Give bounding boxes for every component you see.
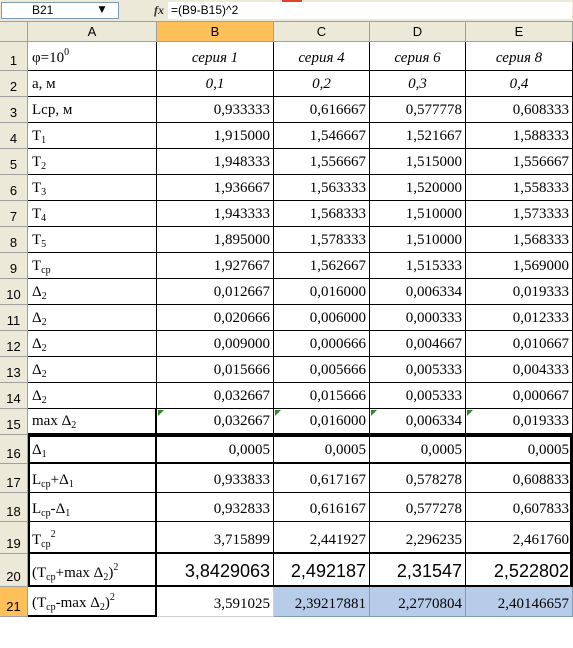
cell-value: 0,616167 bbox=[309, 501, 366, 517]
row-label-sub2: 2 bbox=[99, 602, 105, 613]
name-box-dropdown-icon[interactable]: ▼ bbox=[98, 5, 106, 15]
cell-c18[interactable] bbox=[274, 493, 370, 522]
cell-value: 1,568333 bbox=[309, 206, 366, 222]
row-label-sup: 2 bbox=[109, 592, 115, 603]
error-indicator-icon[interactable] bbox=[371, 410, 377, 416]
cell-d11[interactable] bbox=[370, 305, 466, 331]
row-label bbox=[32, 180, 46, 197]
cell-d4[interactable] bbox=[370, 123, 466, 149]
row-header-17[interactable]: 17 bbox=[0, 464, 28, 493]
row-label-main: (T bbox=[32, 595, 47, 611]
row-header-4[interactable]: 4 bbox=[0, 123, 28, 149]
cell-b10[interactable] bbox=[157, 279, 274, 305]
cell-b11[interactable] bbox=[157, 305, 274, 331]
cell-e6[interactable] bbox=[466, 175, 573, 201]
row-header-15[interactable]: 15 bbox=[0, 409, 28, 435]
cell-d10[interactable] bbox=[370, 279, 466, 305]
cell-value: 0,019333 bbox=[512, 284, 569, 300]
cell-e20[interactable] bbox=[466, 554, 573, 587]
row-header-21[interactable]: 21 bbox=[0, 587, 28, 617]
row-header-10[interactable]: 10 bbox=[0, 279, 28, 305]
cell-a20[interactable] bbox=[28, 554, 157, 587]
row-label-sub: 1 bbox=[41, 449, 47, 460]
row-header-13[interactable]: 13 bbox=[0, 357, 28, 383]
cell-d18[interactable] bbox=[370, 493, 466, 522]
cell-e1[interactable] bbox=[466, 42, 573, 71]
cell-value: 0,0005 bbox=[420, 442, 462, 458]
row-label bbox=[32, 362, 47, 379]
row-header-14[interactable]: 14 bbox=[0, 383, 28, 409]
cell-value: 0,0005 bbox=[527, 442, 569, 458]
cell-b17[interactable] bbox=[157, 464, 274, 493]
cell-value: 2,296235 bbox=[405, 532, 462, 548]
cell-d19[interactable] bbox=[370, 522, 466, 554]
cell-value: 0,0005 bbox=[324, 442, 366, 458]
cell-d1[interactable] bbox=[370, 42, 466, 71]
cell-d12[interactable] bbox=[370, 331, 466, 357]
row-label-main: T bbox=[32, 180, 42, 196]
cell-a17[interactable] bbox=[28, 464, 157, 493]
cell-c1[interactable] bbox=[274, 42, 370, 71]
cell-a8[interactable] bbox=[28, 227, 157, 253]
row-label-sub: ср bbox=[46, 602, 56, 613]
cell-value: 0,0005 bbox=[228, 442, 270, 458]
row-label bbox=[32, 284, 47, 301]
cell-e2[interactable] bbox=[466, 71, 573, 97]
row-label-sub2: 1 bbox=[68, 479, 74, 490]
cell-value: 1,515333 bbox=[405, 258, 462, 274]
cell-value: 0,000333 bbox=[405, 310, 462, 326]
cell-value: 1,915000 bbox=[213, 128, 270, 144]
cell-b6[interactable] bbox=[157, 175, 274, 201]
cell-c5[interactable] bbox=[274, 149, 370, 175]
cell-value: 1,510000 bbox=[405, 232, 462, 248]
cell-value: 3,8429063 bbox=[184, 561, 270, 581]
row-label-main: max Δ bbox=[32, 413, 72, 429]
cell-value: 2,2770804 bbox=[398, 596, 462, 612]
row-label-sub: ср bbox=[41, 508, 51, 519]
cell-c14[interactable] bbox=[274, 383, 370, 409]
cell-value: 0,006334 bbox=[405, 413, 462, 429]
cell-b15[interactable] bbox=[157, 409, 274, 435]
cell-value: 0,019333 bbox=[512, 413, 569, 429]
cell-a4[interactable] bbox=[28, 123, 157, 149]
row-label bbox=[32, 529, 56, 550]
row-label-main: Δ bbox=[32, 284, 42, 300]
cell-value: 1,556667 bbox=[309, 154, 366, 170]
row-label-sub: 2 bbox=[71, 420, 77, 431]
row-label-main: Lср, м bbox=[32, 102, 73, 118]
row-label bbox=[32, 592, 115, 613]
row-header-9[interactable]: 9 bbox=[0, 253, 28, 279]
row-label bbox=[32, 472, 74, 489]
cell-value: 2,31547 bbox=[396, 561, 462, 581]
row-label-sup: 2 bbox=[113, 562, 119, 573]
cell-value: 1,578333 bbox=[309, 232, 366, 248]
row-label-main: T bbox=[32, 232, 42, 248]
row-label-sub: 4 bbox=[41, 213, 47, 224]
cell-b9[interactable] bbox=[157, 253, 274, 279]
row-label-main: (T bbox=[32, 565, 47, 581]
row-label bbox=[32, 388, 47, 405]
cell-value: 1,927667 bbox=[213, 258, 270, 274]
row-header-6[interactable]: 6 bbox=[0, 175, 28, 201]
cell-value: 0,010667 bbox=[512, 336, 569, 352]
row-label-main: φ=10 bbox=[32, 50, 65, 66]
cell-e18[interactable] bbox=[466, 493, 573, 522]
row-label bbox=[32, 336, 47, 353]
cell-value: 1,588333 bbox=[512, 128, 569, 144]
cell-value: 0,000667 bbox=[512, 388, 569, 404]
cell-value: 3,591025 bbox=[213, 596, 270, 612]
cell-value: серия 1 bbox=[191, 50, 239, 66]
cell-value: 1,515000 bbox=[405, 154, 462, 170]
select-all-corner[interactable] bbox=[0, 22, 28, 42]
cell-value: 2,40146657 bbox=[497, 596, 569, 612]
cell-value: 0,932833 bbox=[213, 501, 270, 517]
cell-value: 0,577778 bbox=[405, 102, 462, 118]
row-label-main: Δ bbox=[32, 442, 42, 458]
cell-a16[interactable] bbox=[28, 435, 157, 464]
cell-c9[interactable] bbox=[274, 253, 370, 279]
cell-d6[interactable] bbox=[370, 175, 466, 201]
cell-b1[interactable] bbox=[157, 42, 274, 71]
cell-value: 0,933833 bbox=[213, 472, 270, 488]
cell-value: 0,933333 bbox=[213, 102, 270, 118]
cell-value: 0,005333 bbox=[405, 388, 462, 404]
row-label-main: T bbox=[32, 532, 42, 548]
row-label bbox=[32, 76, 56, 93]
cell-a11[interactable] bbox=[28, 305, 157, 331]
row-label bbox=[32, 154, 46, 171]
cell-c13[interactable] bbox=[274, 357, 370, 383]
cell-b16[interactable] bbox=[157, 435, 274, 464]
cell-a5[interactable] bbox=[28, 149, 157, 175]
cell-a9[interactable] bbox=[28, 253, 157, 279]
cell-value: 1,510000 bbox=[405, 206, 462, 222]
cell-value: 1,558333 bbox=[512, 180, 569, 196]
cell-value: 2,492187 bbox=[290, 561, 366, 581]
row-label-tail: -max Δ bbox=[55, 595, 100, 611]
row-header-8[interactable]: 8 bbox=[0, 227, 28, 253]
error-indicator-icon[interactable] bbox=[158, 410, 164, 416]
cell-value: серия 6 bbox=[394, 50, 441, 66]
cell-d8[interactable] bbox=[370, 227, 466, 253]
cell-value: 0,009000 bbox=[213, 336, 270, 352]
cell-value: 0,016000 bbox=[309, 413, 366, 429]
cell-c12[interactable] bbox=[274, 331, 370, 357]
row-label-close: ) bbox=[104, 595, 110, 611]
row-header-19[interactable]: 19 bbox=[0, 522, 28, 554]
cell-b5[interactable] bbox=[157, 149, 274, 175]
row-header-11[interactable]: 11 bbox=[0, 305, 28, 331]
row-label-sub: ср bbox=[41, 265, 51, 276]
cell-value: 0,006334 bbox=[405, 284, 462, 300]
row-header-1[interactable]: 1 bbox=[0, 42, 28, 71]
cell-value: 0,006000 bbox=[309, 310, 366, 326]
cell-b8[interactable] bbox=[157, 227, 274, 253]
row-label-main: Δ bbox=[32, 388, 42, 404]
cell-a18[interactable] bbox=[28, 493, 157, 522]
cell-d2[interactable] bbox=[370, 71, 466, 97]
cell-c10[interactable] bbox=[274, 279, 370, 305]
row-label-sub: 2 bbox=[41, 291, 47, 302]
cell-e4[interactable] bbox=[466, 123, 573, 149]
cell-value: 0,020666 bbox=[213, 310, 270, 326]
cell-c7[interactable] bbox=[274, 201, 370, 227]
cell-b12[interactable] bbox=[157, 331, 274, 357]
cell-a12[interactable] bbox=[28, 331, 157, 357]
row-header-20[interactable]: 20 bbox=[0, 554, 28, 587]
row-label-sub: 2 bbox=[41, 161, 47, 172]
cell-value: 0,016000 bbox=[309, 284, 366, 300]
cell-value: 2,39217881 bbox=[294, 596, 366, 612]
cell-value: 0,608833 bbox=[512, 472, 569, 488]
cell-value: 0,577278 bbox=[405, 501, 462, 517]
cell-value: 1,948333 bbox=[213, 154, 270, 170]
cell-value: 1,936667 bbox=[213, 180, 270, 196]
cell-c6[interactable] bbox=[274, 175, 370, 201]
cell-b14[interactable] bbox=[157, 383, 274, 409]
cell-c8[interactable] bbox=[274, 227, 370, 253]
cell-value: серия 4 bbox=[298, 50, 345, 66]
row-label-tail: +Δ bbox=[50, 472, 69, 488]
row-label-sub: ср bbox=[41, 479, 51, 490]
row-label-sub: 1 bbox=[41, 135, 47, 146]
row-label-main: T bbox=[32, 206, 42, 222]
cell-value: серия 8 bbox=[495, 50, 543, 66]
row-label-sup: 0 bbox=[64, 47, 70, 58]
row-label-sub: ср bbox=[46, 572, 56, 583]
cell-value: 0,617167 bbox=[309, 472, 366, 488]
cell-c11[interactable] bbox=[274, 305, 370, 331]
row-label-main: L bbox=[32, 472, 42, 488]
cell-d17[interactable] bbox=[370, 464, 466, 493]
cell-value: 1,943333 bbox=[213, 206, 270, 222]
row-header-18[interactable]: 18 bbox=[0, 493, 28, 522]
cell-b4[interactable] bbox=[157, 123, 274, 149]
row-header-7[interactable]: 7 bbox=[0, 201, 28, 227]
cell-a7[interactable] bbox=[28, 201, 157, 227]
cell-e10[interactable] bbox=[466, 279, 573, 305]
cell-d3[interactable] bbox=[370, 97, 466, 123]
formula-bar bbox=[0, 0, 573, 22]
cell-b18[interactable] bbox=[157, 493, 274, 522]
cell-value: 1,556667 bbox=[512, 154, 569, 170]
row-label-tail: -Δ bbox=[50, 501, 66, 517]
cell-value: 0,000666 bbox=[309, 336, 366, 352]
row-label bbox=[32, 310, 47, 327]
cell-d14[interactable] bbox=[370, 383, 466, 409]
column-header-c[interactable]: C bbox=[274, 22, 370, 42]
row-header-2[interactable]: 2 bbox=[0, 71, 28, 97]
row-label-sub: 5 bbox=[41, 239, 47, 250]
cell-value: 0,608333 bbox=[512, 102, 569, 118]
cell-value: 0,616667 bbox=[309, 102, 366, 118]
cell-c20[interactable] bbox=[274, 554, 370, 587]
row-label-sub: 2 bbox=[41, 395, 47, 406]
cell-d16[interactable] bbox=[370, 435, 466, 464]
cell-e16[interactable] bbox=[466, 435, 573, 464]
cell-value: 0,012333 bbox=[512, 310, 569, 326]
cell-c3[interactable] bbox=[274, 97, 370, 123]
cell-e13[interactable] bbox=[466, 357, 573, 383]
row-label-sub: 3 bbox=[41, 187, 47, 198]
cell-value: 0,4 bbox=[509, 76, 529, 92]
row-label-sub: 2 bbox=[41, 369, 47, 380]
column-header-b[interactable]: B bbox=[157, 22, 274, 42]
cell-c16[interactable] bbox=[274, 435, 370, 464]
cell-value: 0,005666 bbox=[309, 362, 366, 378]
cell-b7[interactable] bbox=[157, 201, 274, 227]
cell-value: 0,004667 bbox=[405, 336, 462, 352]
cell-value: 1,520000 bbox=[405, 180, 462, 196]
row-header-12[interactable]: 12 bbox=[0, 331, 28, 357]
cell-e12[interactable] bbox=[466, 331, 573, 357]
formula-input[interactable]: =(B9-B15)^2 bbox=[168, 2, 572, 19]
cell-e15[interactable] bbox=[466, 409, 573, 435]
row-label-sub2: 2 bbox=[103, 572, 109, 583]
row-label-main: T bbox=[32, 154, 42, 170]
name-box-value: B21 bbox=[32, 3, 54, 17]
cell-value: 0,004333 bbox=[512, 362, 569, 378]
cell-value: 1,569000 bbox=[512, 258, 569, 274]
cell-e21[interactable] bbox=[466, 587, 573, 617]
row-label-sup: 2 bbox=[50, 529, 56, 540]
row-label bbox=[32, 47, 70, 67]
cell-e8[interactable] bbox=[466, 227, 573, 253]
cell-a21[interactable] bbox=[28, 587, 157, 617]
row-label bbox=[32, 128, 46, 145]
cell-value: 1,573333 bbox=[512, 206, 569, 222]
row-label-main: Δ bbox=[32, 362, 42, 378]
cell-a15[interactable] bbox=[28, 409, 157, 435]
row-label-tail: +max Δ bbox=[55, 565, 104, 581]
row-label-main: L bbox=[32, 501, 42, 517]
row-label-sub: 2 bbox=[41, 343, 47, 354]
cell-e19[interactable] bbox=[466, 522, 573, 554]
cell-value: 2,461760 bbox=[512, 532, 569, 548]
cell-a14[interactable] bbox=[28, 383, 157, 409]
cell-d21[interactable] bbox=[370, 587, 466, 617]
row-label bbox=[32, 413, 76, 430]
cell-value: 0,015666 bbox=[213, 362, 270, 378]
cell-a10[interactable] bbox=[28, 279, 157, 305]
cell-value: 0,2 bbox=[312, 76, 331, 92]
error-indicator-icon[interactable] bbox=[275, 410, 281, 416]
cell-e14[interactable] bbox=[466, 383, 573, 409]
cell-value: 1,895000 bbox=[213, 232, 270, 248]
cell-c19[interactable] bbox=[274, 522, 370, 554]
cell-d13[interactable] bbox=[370, 357, 466, 383]
row-label bbox=[32, 232, 46, 249]
row-label bbox=[32, 501, 70, 518]
cell-value: 1,521667 bbox=[405, 128, 462, 144]
cell-e17[interactable] bbox=[466, 464, 573, 493]
column-header-a[interactable]: A bbox=[28, 22, 157, 42]
cell-a2[interactable] bbox=[28, 71, 157, 97]
cell-b21[interactable] bbox=[157, 587, 274, 617]
cell-value: 0,032667 bbox=[213, 413, 270, 429]
cell-value: 1,546667 bbox=[309, 128, 366, 144]
cell-e5[interactable] bbox=[466, 149, 573, 175]
cell-d15[interactable] bbox=[370, 409, 466, 435]
row-label bbox=[32, 258, 51, 275]
row-label-main: a, м bbox=[32, 76, 56, 92]
cell-value: 0,578278 bbox=[405, 472, 462, 488]
column-header-d[interactable]: D bbox=[370, 22, 466, 42]
cell-b2[interactable] bbox=[157, 71, 274, 97]
cell-e7[interactable] bbox=[466, 201, 573, 227]
cell-value: 0,607833 bbox=[512, 501, 569, 517]
column-header-e[interactable]: E bbox=[466, 22, 573, 42]
row-label-sub: ср bbox=[41, 539, 51, 550]
cell-value: 0,015666 bbox=[309, 388, 366, 404]
cell-c17[interactable] bbox=[274, 464, 370, 493]
cell-a13[interactable] bbox=[28, 357, 157, 383]
row-label bbox=[32, 206, 46, 223]
cell-c15[interactable] bbox=[274, 409, 370, 435]
cell-b3[interactable] bbox=[157, 97, 274, 123]
row-header-3[interactable]: 3 bbox=[0, 97, 28, 123]
cell-b19[interactable] bbox=[157, 522, 274, 554]
insert-function-icon[interactable]: fx bbox=[154, 3, 164, 17]
row-label bbox=[32, 102, 72, 119]
cell-value: 1,563333 bbox=[309, 180, 366, 196]
row-label-close: ) bbox=[108, 565, 114, 581]
cell-d5[interactable] bbox=[370, 149, 466, 175]
row-label-sub2: 1 bbox=[65, 508, 71, 519]
cell-value: 0,032667 bbox=[213, 388, 270, 404]
cell-e9[interactable] bbox=[466, 253, 573, 279]
row-label-main: Δ bbox=[32, 336, 42, 352]
cell-value: 1,562667 bbox=[309, 258, 366, 274]
cell-b20[interactable] bbox=[157, 554, 274, 587]
row-label bbox=[32, 442, 47, 459]
cell-c21[interactable] bbox=[274, 587, 370, 617]
cell-d20[interactable] bbox=[370, 554, 466, 587]
cell-e3[interactable] bbox=[466, 97, 573, 123]
cell-value: 2,522802 bbox=[493, 561, 569, 581]
cell-b13[interactable] bbox=[157, 357, 274, 383]
cell-d7[interactable] bbox=[370, 201, 466, 227]
cell-d9[interactable] bbox=[370, 253, 466, 279]
cell-a19[interactable] bbox=[28, 522, 157, 554]
cell-a3[interactable] bbox=[28, 97, 157, 123]
cell-value: 1,568333 bbox=[512, 232, 569, 248]
cell-value: 0,1 bbox=[205, 76, 225, 92]
row-label-main: Δ bbox=[32, 310, 42, 326]
cell-value: 0,012667 bbox=[213, 284, 270, 300]
row-label-main: T bbox=[32, 258, 42, 274]
row-header-5[interactable]: 5 bbox=[0, 149, 28, 175]
cell-value: 2,441927 bbox=[309, 532, 366, 548]
row-header-16[interactable]: 16 bbox=[0, 435, 28, 464]
cell-value: 0,3 bbox=[408, 76, 427, 92]
cell-a6[interactable] bbox=[28, 175, 157, 201]
row-label-sub: 2 bbox=[41, 317, 47, 328]
error-indicator-icon[interactable] bbox=[467, 410, 473, 416]
cell-c2[interactable] bbox=[274, 71, 370, 97]
row-label-main: T bbox=[32, 128, 42, 144]
cell-value: 0,005333 bbox=[405, 362, 462, 378]
row-label bbox=[32, 562, 119, 583]
cell-c4[interactable] bbox=[274, 123, 370, 149]
cell-e11[interactable] bbox=[466, 305, 573, 331]
cell-a1[interactable] bbox=[28, 42, 157, 71]
cell-value: 3,715899 bbox=[213, 532, 270, 548]
